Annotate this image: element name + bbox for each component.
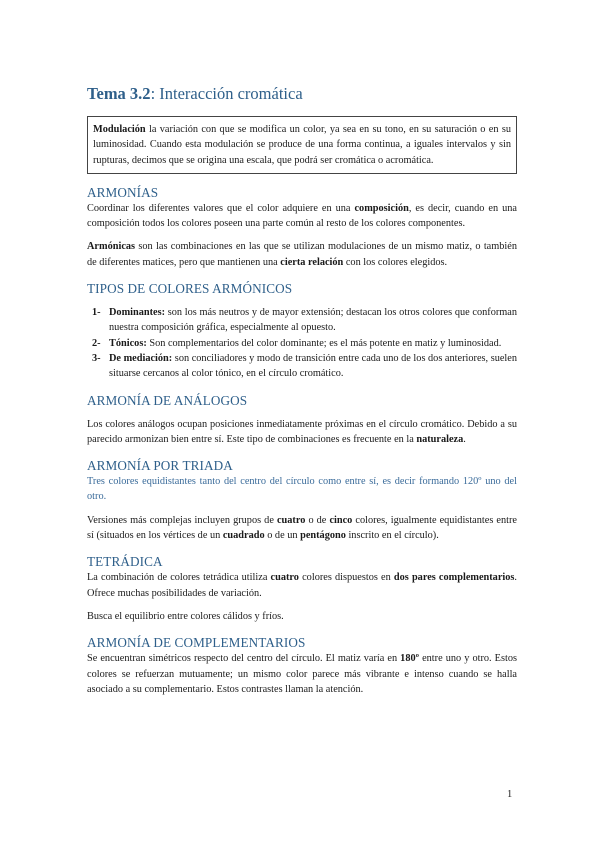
tetradica-paragraph-2: Busca el equilibrio entre colores cálidos y fríos. — [87, 610, 284, 622]
triada-paragraph-1: Tres colores equidistantes tanto del centro del círculo como entre sí, es decir formando 120º uno del otro. — [87, 476, 517, 503]
list-item: 1- Dominantes: son los más neutros y de mayor extensión; destacan los otros colores que conforman nuestra composición gráfica, especialmente al opuesto. — [92, 307, 517, 334]
list-item: 3- De mediación: son conciliadores y modo de transición entre cada uno de los dos anteriores, suelen situarse cercanos al color tónico, en el círculo cromático. — [92, 352, 517, 380]
box-term: Modulación — [93, 124, 146, 135]
title-rest: : Interacción cromática — [150, 84, 303, 103]
tipos-list — [87, 305, 517, 381]
heading-tetradica: TETRÁDICA — [87, 554, 163, 570]
heading-complementarios: ARMONÍA DE COMPLEMENTARIOS — [87, 635, 306, 651]
box-text: la variación con que se modifica un color, ya sea en su tono, en su saturación o en su luminosidad. Cuando esta modulación se produce de una forma continua, a iguales intervalos y sin rupturas, decimos que se origina una escala, que podrá ser cromática o acromática. — [93, 124, 511, 166]
list-item: 2- Tónicos: Son complementarios del color dominante; es el más potente en matiz y luminosidad. — [92, 337, 502, 349]
armonias-paragraph-1: Coordinar los diferentes valores que el color adquiere en una composición, es decir, cuando en una composición todos los colores poseen una parte común al resto de los colores componentes. — [87, 202, 517, 230]
complementarios-paragraph: Se encuentran simétricos respecto del centro del círculo. El matiz varía en 180º entre uno y otro. Estos colores se refuerzan mutuamente; un mismo color parece más vibrante e intenso cuando se halla asociado a su complementario. Estos contrastes llaman la atención. — [87, 653, 517, 695]
analogos-paragraph: Los colores análogos ocupan posiciones inmediatamente próximas en el círculo cromático. Debido a su parecido armonizan bien entre sí. Este tipo de combinaciones es frecuente en la naturaleza. — [87, 418, 517, 445]
triada-paragraph-2: Versiones más complejas incluyen grupos de cuatro o de cinco colores, igualmente equidistantes entre sí (situados en los vértices de un cuadrado o de un pentágono inscrito en el círculo). — [87, 514, 517, 542]
heading-tipos: TIPOS DE COLORES ARMÓNICOS — [87, 281, 293, 297]
armonias-paragraph-2: Armónicas son las combinaciones en las que se utilizan modulaciones de un mismo matiz, o también de diferentes matices, pero que mantienen una cierta relación con los colores elegidos. — [87, 241, 517, 268]
page-number: 1 — [507, 789, 513, 800]
title-prefix: Tema 3.2 — [87, 84, 151, 103]
document-page — [87, 76, 517, 697]
page-title — [87, 84, 517, 104]
definition-box — [87, 116, 517, 174]
tetradica-paragraph-1: La combinación de colores tetrádica utiliza cuatro colores dispuestos en dos pares complementarios. Ofrece muchas posibilidades de variación. — [87, 572, 517, 599]
heading-analogos: ARMONÍA DE ANÁLOGOS — [87, 392, 248, 408]
heading-triada: ARMONÍA POR TRIADA — [87, 458, 233, 474]
heading-armonias: ARMONÍAS — [87, 184, 159, 200]
